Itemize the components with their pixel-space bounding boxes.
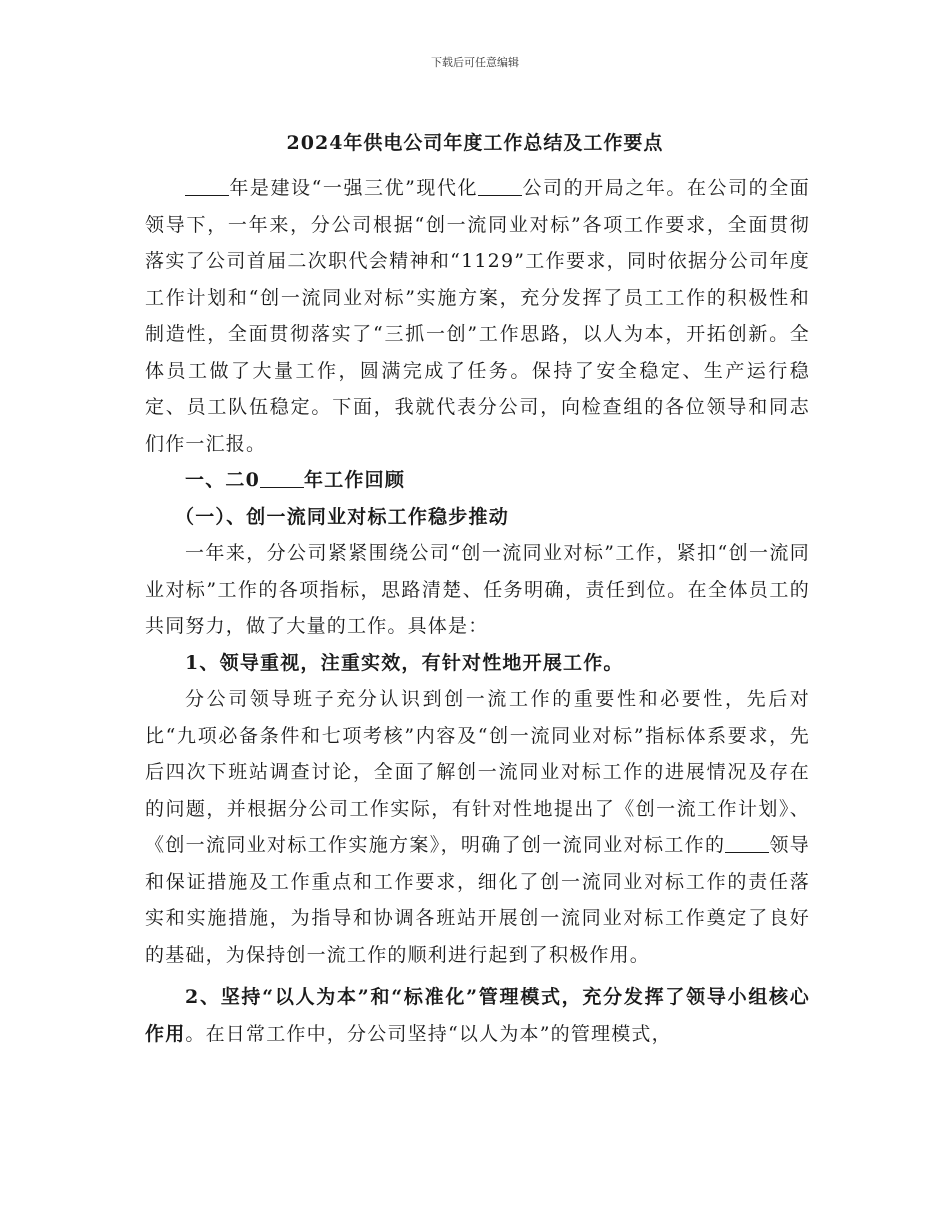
section-heading: 一、二0 年工作回顾 xyxy=(185,469,406,491)
blank-underline xyxy=(260,469,304,488)
item-paragraph: 2、坚持“以人为本”和“标准化”管理模式，充分发挥了领导小组核心作用。在日常工作中，分公司坚持“以人为本”的管理模式， xyxy=(145,986,810,1045)
document-body xyxy=(145,170,810,1052)
body-paragraph: 一年来，分公司紧紧围绕公司“创一流同业对标”工作，紧扣“创一流同业对标”工作的各项指标，思路清楚、任务明确，责任到位。在全体员工的共同努力，做了大量的工作。具体是： xyxy=(145,542,810,637)
subsection-heading: （一）、创一流同业对标工作稳步推动 xyxy=(175,505,509,528)
item-heading: 1、领导重视，注重实效，有针对性地开展工作。 xyxy=(185,651,624,674)
page-header: 下载后可任意编辑 xyxy=(431,56,519,69)
body-paragraph: 分公司领导班子充分认识到创一流工作的重要性和必要性，先后对比“九项必备条件和七项考核”内容及“创一流同业对标”指标体系要求，先后四次下班站调查讨论，全面了解创一流同业对标工作的进展情况及存在的问题，并根据分公司工作实际，有针对性地提出了《创一流工作计划》、《创一流同业对标工作实施方案》，明确了创一流同业对标工作的 领导和保证措施及工作重点和工作要求，细化了创一流同业对标工作的责任落实和实施措施，为指导和协调各班站开展创一流同业对标工作奠定了良好的基础，为保持创一流工作的顺利进行起到了积极作用。 xyxy=(145,688,810,966)
document-title: 2024年供电公司年度工作总结及工作要点 xyxy=(286,132,664,154)
blank-underline xyxy=(478,177,522,196)
item-heading: 2、坚持“以人为本”和“标准化”管理模式，充分发挥了领导小组核心作用 xyxy=(145,986,810,1045)
intro-paragraph: 年是建设“一强三优”现代化 公司的开局之年。在公司的全面领导下，一年来，分公司根据“创一流同业对标”各项工作要求，全面贯彻落实了公司首届二次职代会精神和“1129”工作要求，同时依据分公司年度工作计划和“创一流同业对标”实施方案，充分发挥了员工工作的积极性和制造性，全面贯彻落实了“三抓一创”工作思路，以人为本，开拓创新。全体员工做了大量工作，圆满完成了任务。保持了安全稳定、生产运行稳定、员工队伍稳定。下面，我就代表分公司，向检查组的各位领导和同志们作一汇报。 xyxy=(145,177,810,455)
blank-underline xyxy=(185,177,229,196)
blank-underline xyxy=(725,834,769,853)
